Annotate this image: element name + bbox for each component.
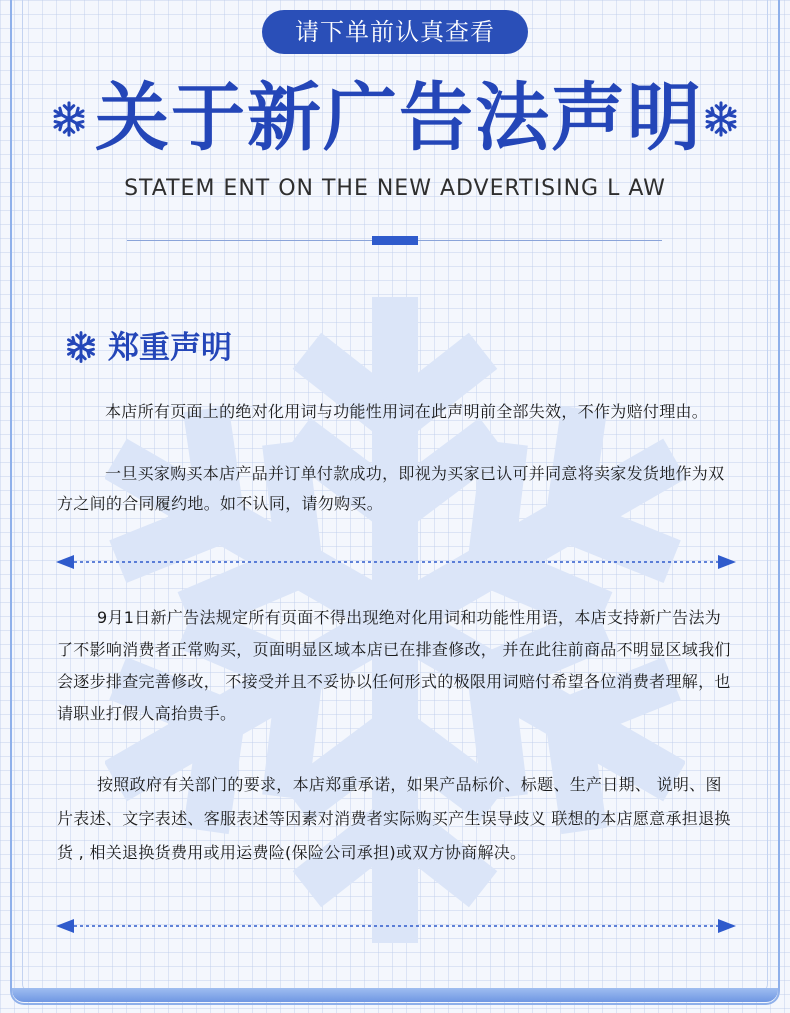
header-divider-accent	[372, 236, 418, 245]
page-title: 关于新广告法声明	[95, 75, 703, 161]
statement-paragraph-1: 本店所有页面上的绝对化用词与功能性用词在此声明前全部失效，不作为赔付理由。	[105, 402, 709, 421]
statement-paragraph-2: 一旦买家购买本店产品并订单付款成功，即视为买家已认可并同意将卖家发货地作为双方之间的合同履约地。如不认同，请勿购买。	[57, 464, 725, 513]
double-arrow-icon	[56, 554, 736, 570]
section-title: 郑重声明	[108, 330, 232, 366]
page-subtitle: STATEM ENT ON THE NEW ADVERTISING L AW	[124, 176, 666, 201]
bottom-band	[12, 988, 778, 1002]
snowflake-icon	[64, 330, 98, 364]
snowflake-icon	[50, 100, 88, 138]
notice-pill: 请下单前认真查看	[262, 10, 528, 54]
statement-paragraph-4: 按照政府有关部门的要求，本店郑重承诺，如果产品标价、标题、生产日期、 说明、图片表述、文字表述、客服表述等因素对消费者实际购买产生误导歧义 联想的本店愿意承担退换货 , 相关退换货费用或用运费险(保险公司承担)或双方协商解决。	[57, 775, 731, 862]
double-arrow-icon	[56, 918, 736, 934]
statement-paragraph-3: 9月1日新广告法规定所有页面不得出现绝对化用词和功能性用语，本店支持新广告法为了不影响消费者正常购买，页面明显区域本店已在排查修改， 并在此往前商品不明显区域我们会逐步排查完善修改， 不接受并且不妥协以任何形式的极限用词赔付希望各位消费者理解，也请职业打假人高抬贵手。	[57, 608, 731, 723]
snowflake-icon	[702, 100, 740, 138]
